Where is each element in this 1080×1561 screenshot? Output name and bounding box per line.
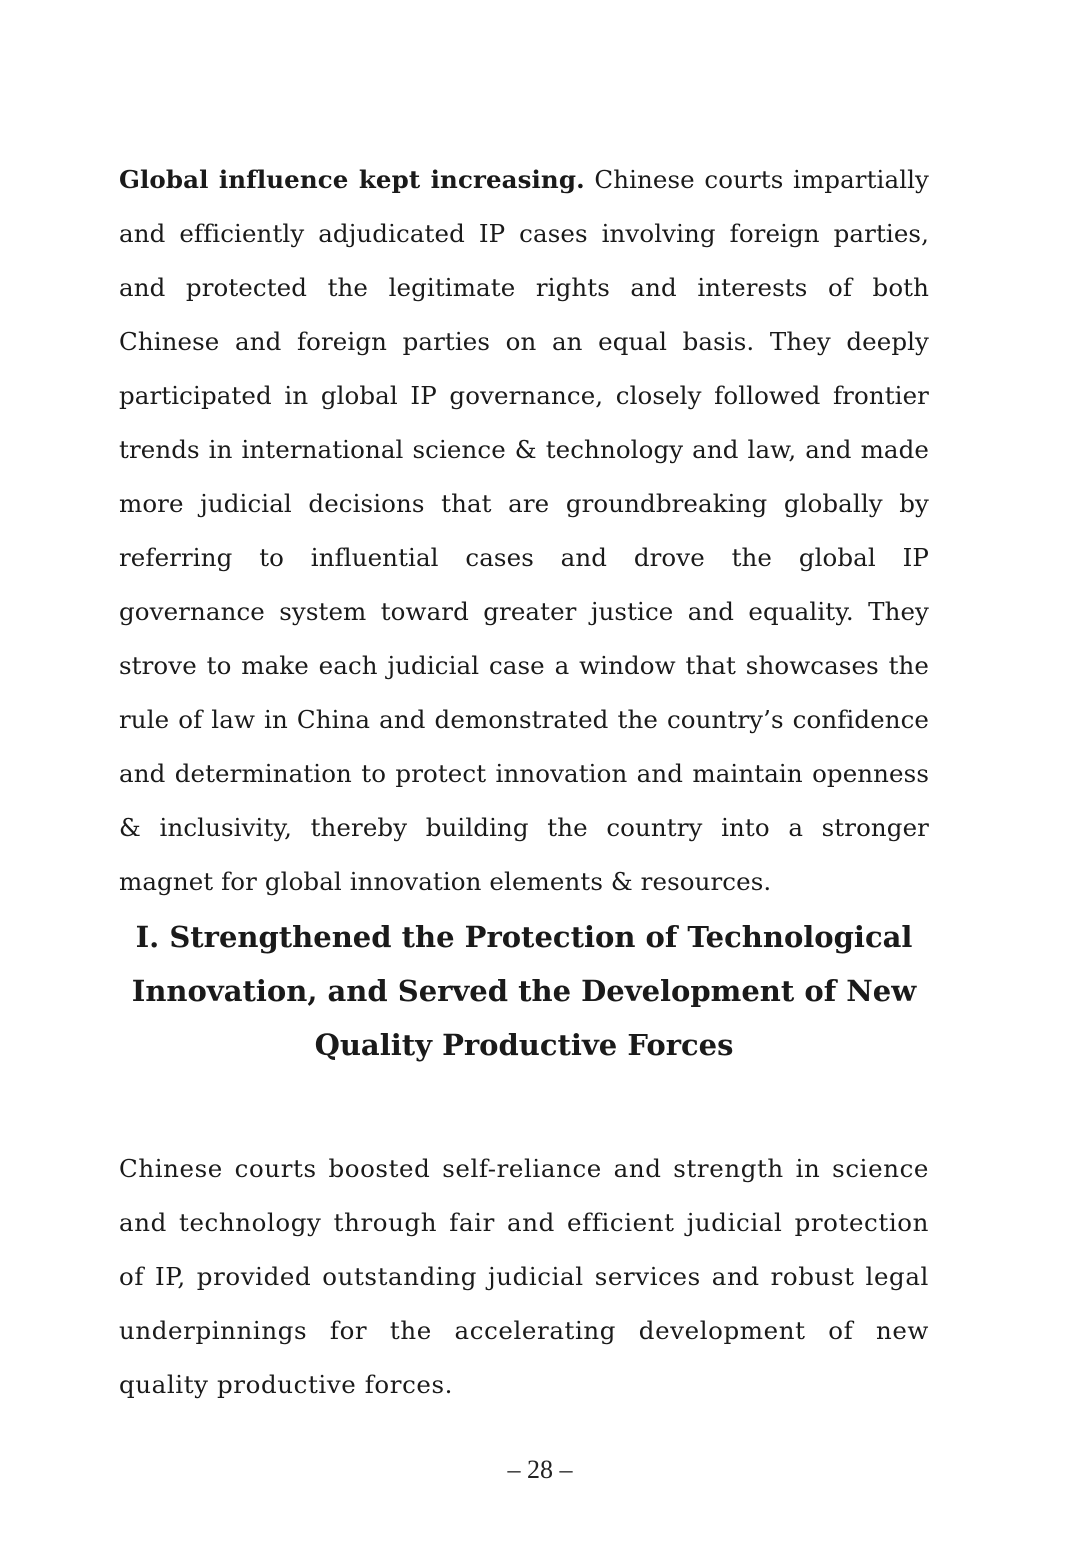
paragraph-body-text: Chinese courts boosted self-reliance and strength in science and technology through fair and efficient judicial protection of IP, provided outstanding judicial services and robust legal underpinnings for the accelerating development of new quality productive forces.: [119, 1154, 929, 1399]
section-heading-line-2: Innovation, and Served the Development of New: [131, 974, 917, 1008]
section-heading-line-1: I. Strengthened the Protection of Technological: [135, 920, 913, 954]
paragraph-lead-sentence: Global influence kept increasing.: [119, 165, 585, 194]
body-paragraph-self-reliance: [119, 1142, 929, 1412]
page-number: – 28 –: [507, 1455, 573, 1484]
section-heading: [119, 910, 929, 1072]
section-heading-line-3: Quality Productive Forces: [314, 1028, 734, 1062]
paragraph-body-text: Chinese courts impartially and efficiently adjudicated IP cases involving foreign parties, and protected the legitimate rights and interests of both Chinese and foreign parties on an equal basis. They deeply participated in global IP governance, closely followed frontier trends in international science & technology and law, and made more judicial decisions that are groundbreaking globally by referring to influential cases and drove the global IP governance system toward greater justice and equality. They strove to make each judicial case a window that showcases the rule of law in China and demonstrated the country’s confidence and determination to protect innovation and maintain openness & inclusivity, thereby building the country into a stronger magnet for global innovation elements & resources.: [119, 165, 930, 896]
body-paragraph-global-influence: [119, 153, 929, 909]
